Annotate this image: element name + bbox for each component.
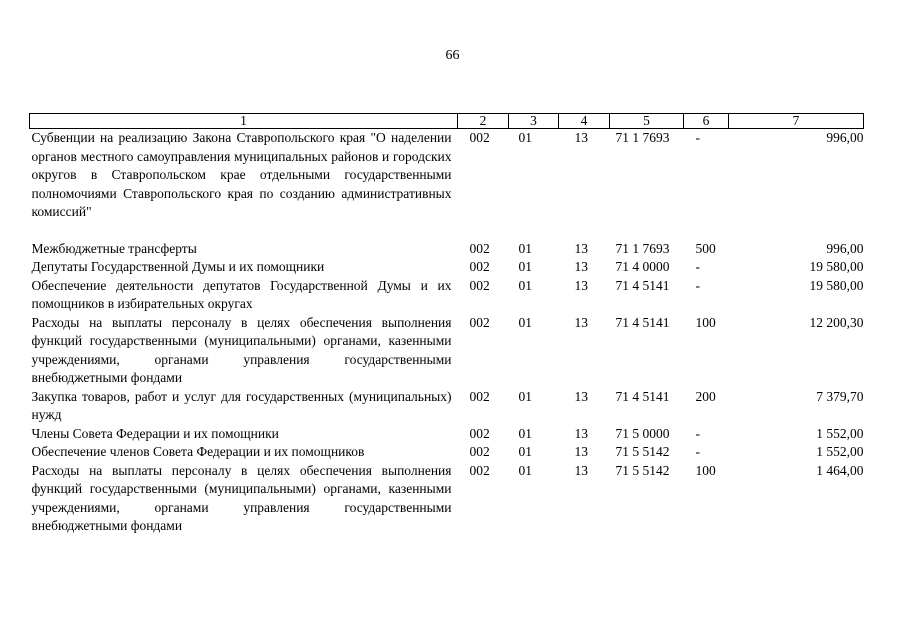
table-row (30, 129, 864, 222)
row-code-4: 13 (574, 388, 588, 404)
row-code-3: 01 (518, 277, 532, 293)
row-code-3: 01 (518, 130, 532, 145)
row-code-6: - (695, 259, 700, 274)
row-code-5: 71 1 7693 (615, 240, 670, 256)
row-code-6: 500 (695, 240, 716, 256)
row-code-4: 13 (574, 314, 588, 330)
table-row (30, 425, 864, 444)
row-amount: 1 552,00 (816, 425, 864, 441)
row-code-2: 002 (469, 444, 490, 459)
row-code-2: 002 (469, 462, 490, 478)
row-amount: 1 464,00 (816, 462, 864, 478)
row-code-3: 01 (518, 462, 532, 478)
row-code-4: 13 (574, 277, 588, 293)
header-row (30, 114, 864, 129)
row-amount: 7 379,70 (816, 388, 864, 404)
row-code-5: 71 4 5141 (615, 277, 670, 293)
row-code-3: 01 (518, 388, 532, 404)
row-code-2: 002 (469, 425, 490, 441)
row-code-2: 002 (469, 277, 490, 293)
row-name: Субвенции на реализацию Закона Ставропольского края "О наделении органов местного самоуправления муниципальных районов и городских округов в Ставропольском крае отдельными государственными полномочиями Ставропольского края по созданию административных комиссий" (31, 130, 452, 219)
row-name: Межбюджетные трансферты (31, 240, 197, 256)
row-name: Закупка товаров, работ и услуг для государственных (муниципальных) нужд (31, 388, 452, 422)
row-name: Обеспечение членов Совета Федерации и их помощников (31, 444, 365, 459)
row-code-4: 13 (574, 259, 588, 274)
row-code-3: 01 (518, 444, 532, 459)
row-code-2: 002 (469, 259, 490, 274)
row-amount: 12 200,30 (809, 314, 864, 330)
row-name: Члены Совета Федерации и их помощники (31, 425, 279, 441)
row-code-2: 002 (469, 130, 490, 145)
row-code-4: 13 (574, 240, 588, 256)
table-row (30, 462, 864, 536)
header-col-7: 7 (729, 114, 864, 129)
row-amount: 19 580,00 (809, 277, 864, 293)
row-code-5: 71 5 0000 (615, 425, 670, 441)
row-code-3: 01 (518, 240, 532, 256)
row-code-5: 71 5 5142 (615, 444, 670, 459)
table-body (30, 129, 864, 536)
row-code-4: 13 (574, 462, 588, 478)
row-code-6: 100 (695, 462, 716, 478)
row-code-4: 13 (574, 425, 588, 441)
table-row (30, 314, 864, 388)
page-number: 66 (445, 48, 460, 63)
header-col-1: 1 (30, 114, 458, 129)
row-code-2: 002 (469, 314, 490, 330)
row-code-4: 13 (574, 444, 588, 459)
header-col-2: 2 (458, 114, 509, 129)
table-row (30, 258, 864, 277)
row-code-3: 01 (518, 425, 532, 441)
header-col-5: 5 (610, 114, 684, 129)
row-code-2: 002 (469, 388, 490, 404)
table-row (30, 388, 864, 425)
budget-table (29, 113, 864, 536)
row-code-3: 01 (518, 259, 532, 274)
row-code-6: - (695, 425, 700, 441)
row-name: Обеспечение деятельности депутатов Государственной Думы и их помощников в избирательных округах (31, 277, 452, 311)
row-name: Расходы на выплаты персоналу в целях обеспечения выполнения функций государственными (муниципальными) органами, казенными учреждениями, органами управления государственными внебюджетными фондами (31, 314, 452, 385)
row-code-6: - (695, 130, 700, 145)
row-code-2: 002 (469, 240, 490, 256)
row-name: Депутаты Государственной Думы и их помощники (31, 259, 325, 274)
table-header (30, 114, 864, 129)
header-col-6: 6 (684, 114, 729, 129)
table-spacer (30, 222, 864, 240)
table-row (30, 277, 864, 314)
row-amount: 19 580,00 (809, 259, 864, 274)
spacer-cell (30, 222, 864, 240)
row-code-6: - (695, 277, 700, 293)
row-code-5: 71 4 0000 (615, 259, 670, 274)
row-name: Расходы на выплаты персоналу в целях обеспечения выполнения функций государственными (муниципальными) органами, казенными учреждениями, органами управления государственными внебюджетными фондами (31, 462, 452, 533)
table-row (30, 443, 864, 462)
row-code-3: 01 (518, 314, 532, 330)
row-amount: 996,00 (826, 130, 864, 145)
table-row (30, 240, 864, 259)
row-code-5: 71 4 5141 (615, 388, 670, 404)
row-amount: 1 552,00 (816, 444, 864, 459)
row-code-6: 200 (695, 388, 716, 404)
row-amount: 996,00 (826, 240, 864, 256)
header-col-3: 3 (509, 114, 559, 129)
row-code-6: 100 (695, 314, 716, 330)
header-col-4: 4 (559, 114, 610, 129)
row-code-5: 71 5 5142 (615, 462, 670, 478)
row-code-6: - (695, 444, 700, 459)
row-code-5: 71 1 7693 (615, 130, 670, 145)
row-code-5: 71 4 5141 (615, 314, 670, 330)
row-code-4: 13 (574, 130, 588, 145)
